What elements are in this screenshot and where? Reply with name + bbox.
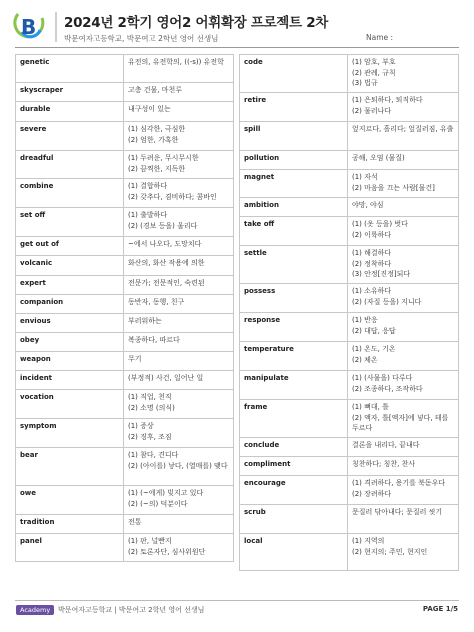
- vocab-row: [240, 371, 459, 400]
- vocab-word: panel: [16, 534, 124, 562]
- vocab-word: tradition: [16, 515, 124, 534]
- vocab-word: code: [240, 55, 348, 93]
- vocab-word: encourage: [240, 476, 348, 505]
- vocab-word: frame: [240, 400, 348, 438]
- vocab-word: set off: [16, 208, 124, 237]
- vocab-word: ambition: [240, 198, 348, 217]
- vocab-word: compliment: [240, 457, 348, 476]
- footer-rule: [15, 600, 459, 601]
- vocab-meaning: (1) 반응 (2) 대답, 응답: [348, 313, 459, 342]
- vocab-row: [16, 314, 234, 333]
- vocab-meaning: 화산의, 화산 작용에 의한: [124, 256, 234, 276]
- footer-text: 박문여자고등학교 | 박문여고 2학년 영어 선생님: [58, 606, 205, 614]
- vocab-row: [16, 419, 234, 448]
- vocab-meaning: (1) 격려하다, 용기를 북돋우다 (2) 장려하다: [348, 476, 459, 505]
- vocab-word: settle: [240, 246, 348, 284]
- vocab-meaning: (1) 두려운, 무시무시한 (2) 끔찍한, 지독한: [124, 151, 234, 179]
- name-field-label: Name :: [366, 33, 394, 42]
- vocab-meaning: (1) 해결하다 (2) 정착하다 (3) 안정[진정]되다: [348, 246, 459, 284]
- page-header: [0, 0, 474, 50]
- vocab-row: [16, 515, 234, 534]
- vocab-row: [16, 208, 234, 237]
- vocab-meaning: (1) 지역의 (2) 현지의; 주민, 현지인: [348, 534, 459, 571]
- vocab-meaning: 공해, 오염 (물질): [348, 151, 459, 170]
- vocab-meaning: (1) 암호, 부호 (2) 관례, 규칙 (3) 법규: [348, 55, 459, 93]
- vocab-word: weapon: [16, 352, 124, 371]
- vocab-row: [240, 217, 459, 246]
- vocab-meaning: 엎지르다, 흘리다; 엎질러짐, 유출: [348, 122, 459, 151]
- vocab-row: [240, 534, 459, 571]
- academy-badge: Academy: [16, 605, 54, 615]
- vocab-meaning: 야망, 야심: [348, 198, 459, 217]
- vocab-row: [16, 448, 234, 486]
- vocab-row: [240, 342, 459, 371]
- vocab-word: scrub: [240, 505, 348, 534]
- page-footer: [0, 600, 474, 620]
- vocab-meaning: (1) (사물을) 다루다 (2) 조종하다, 조작하다: [348, 371, 459, 400]
- vocab-meaning: 전통: [124, 515, 234, 534]
- vocab-table-right-body: [240, 55, 459, 571]
- vocab-row: [16, 333, 234, 352]
- vocab-meaning: (부정적) 사건, 일어난 일: [124, 371, 234, 390]
- vocab-row: [16, 102, 234, 122]
- vocab-meaning: (1) (~에게) 빚지고 있다 (2) (~의) 덕분이다: [124, 486, 234, 515]
- vocab-word: skyscraper: [16, 83, 124, 102]
- vocab-table-right: [239, 54, 459, 571]
- vocab-row: [16, 151, 234, 179]
- vocab-meaning: 고층 건물, 마천루: [124, 83, 234, 102]
- vocab-word: envious: [16, 314, 124, 333]
- vocab-row: [240, 284, 459, 313]
- vocab-word: combine: [16, 179, 124, 208]
- vocab-meaning: 동반자, 동행, 친구: [124, 295, 234, 314]
- vocab-word: expert: [16, 276, 124, 295]
- vocab-meaning: (1) 자석 (2) 마음을 끄는 사람[물건]: [348, 170, 459, 198]
- vocab-meaning: (1) 증상 (2) 징후, 조짐: [124, 419, 234, 448]
- vocab-row: [240, 93, 459, 122]
- vocab-word: local: [240, 534, 348, 571]
- vocab-word: durable: [16, 102, 124, 122]
- vocab-row: [16, 534, 234, 562]
- vocab-word: retire: [240, 93, 348, 122]
- vocab-word: temperature: [240, 342, 348, 371]
- vocab-meaning: (1) 참다, 견디다 (2) (아이를) 낳다, (열매를) 맺다: [124, 448, 234, 486]
- vocab-meaning: 전문가; 전문적인, 숙련된: [124, 276, 234, 295]
- vocab-row: [240, 457, 459, 476]
- vocab-row: [16, 83, 234, 102]
- vocab-meaning: (1) 심각한, 극심한 (2) 엄한, 가혹한: [124, 122, 234, 151]
- vocab-table-left-body: [16, 55, 234, 562]
- vocab-meaning: 무기: [124, 352, 234, 371]
- vocab-meaning: 칭찬하다; 칭찬, 찬사: [348, 457, 459, 476]
- vocab-row: [16, 237, 234, 256]
- vocab-word: response: [240, 313, 348, 342]
- vocab-word: dreadful: [16, 151, 124, 179]
- vocab-word: genetic: [16, 55, 124, 83]
- vocab-word: manipulate: [240, 371, 348, 400]
- header-divider: [55, 12, 57, 42]
- vocab-row: [240, 170, 459, 198]
- vocab-row: [240, 246, 459, 284]
- vocab-row: [16, 179, 234, 208]
- logo-letter: B: [21, 15, 37, 39]
- vocab-row: [240, 122, 459, 151]
- page-number: PAGE 1/5: [422, 605, 458, 613]
- vocab-meaning: 문질러 닦아내다; 문질러 씻기: [348, 505, 459, 534]
- page-title: 2024년 2학기 영어2 어휘확장 프로젝트 2차: [64, 15, 329, 31]
- vocab-word: incident: [16, 371, 124, 390]
- vocab-row: [240, 313, 459, 342]
- vocab-row: [16, 371, 234, 390]
- vocab-word: get out of: [16, 237, 124, 256]
- vocab-meaning: ~에서 나오다, 도망치다: [124, 237, 234, 256]
- vocab-word: take off: [240, 217, 348, 246]
- vocab-meaning: (1) (옷 등을) 벗다 (2) 이륙하다: [348, 217, 459, 246]
- vocab-row: [16, 256, 234, 276]
- vocab-row: [240, 505, 459, 534]
- vocab-word: owe: [16, 486, 124, 515]
- vocab-word: severe: [16, 122, 124, 151]
- vocab-row: [16, 352, 234, 371]
- vocab-row: [16, 295, 234, 314]
- vocab-meaning: 복종하다, 따르다: [124, 333, 234, 352]
- vocab-row: [240, 198, 459, 217]
- vocab-row: [240, 476, 459, 505]
- vocab-word: possess: [240, 284, 348, 313]
- vocab-word: symptom: [16, 419, 124, 448]
- vocab-word: companion: [16, 295, 124, 314]
- vocab-word: spill: [240, 122, 348, 151]
- vocab-meaning: (1) 뼈대, 틀 (2) 액자, 틀[액자]에 넣다, 테를 두르다: [348, 400, 459, 438]
- vocab-row: [16, 122, 234, 151]
- vocab-row: [16, 276, 234, 295]
- vocab-word: obey: [16, 333, 124, 352]
- school-logo: [12, 10, 48, 44]
- vocab-meaning: 부러워하는: [124, 314, 234, 333]
- vocab-meaning: (1) 은퇴하다, 퇴직하다 (2) 물러나다: [348, 93, 459, 122]
- vocab-row: [240, 151, 459, 170]
- vocab-meaning: 내구성이 있는: [124, 102, 234, 122]
- vocab-row: [16, 55, 234, 83]
- vocab-word: magnet: [240, 170, 348, 198]
- header-rule: [15, 47, 459, 48]
- vocab-meaning: 결론을 내리다, 끝내다: [348, 438, 459, 457]
- vocab-row: [240, 55, 459, 93]
- vocab-meaning: (1) 출발하다 (2) (경보 등을) 울리다: [124, 208, 234, 237]
- vocab-meaning: (1) 직업, 천직 (2) 소명 (의식): [124, 390, 234, 419]
- vocab-word: pollution: [240, 151, 348, 170]
- vocab-row: [240, 438, 459, 457]
- vocab-table-left: [15, 54, 234, 562]
- vocab-row: [16, 486, 234, 515]
- vocab-meaning: (1) 온도, 기온 (2) 체온: [348, 342, 459, 371]
- page-subtitle: 박문여자고등학교, 박문여고 2학년 영어 선생님: [64, 34, 219, 43]
- vocab-meaning: (1) 결합하다 (2) 갖추다, 겸비하다; 콤바인: [124, 179, 234, 208]
- vocab-row: [240, 400, 459, 438]
- vocab-meaning: 유전의, 유전학의, ((-s)) 유전학: [124, 55, 234, 83]
- vocab-row: [16, 390, 234, 419]
- vocab-meaning: (1) 소유하다 (2) (자질 등을) 지니다: [348, 284, 459, 313]
- vocab-word: volcanic: [16, 256, 124, 276]
- vocab-word: vocation: [16, 390, 124, 419]
- vocab-word: bear: [16, 448, 124, 486]
- vocab-word: conclude: [240, 438, 348, 457]
- vocab-meaning: (1) 판, 널빤지 (2) 토론자단, 심사위원단: [124, 534, 234, 562]
